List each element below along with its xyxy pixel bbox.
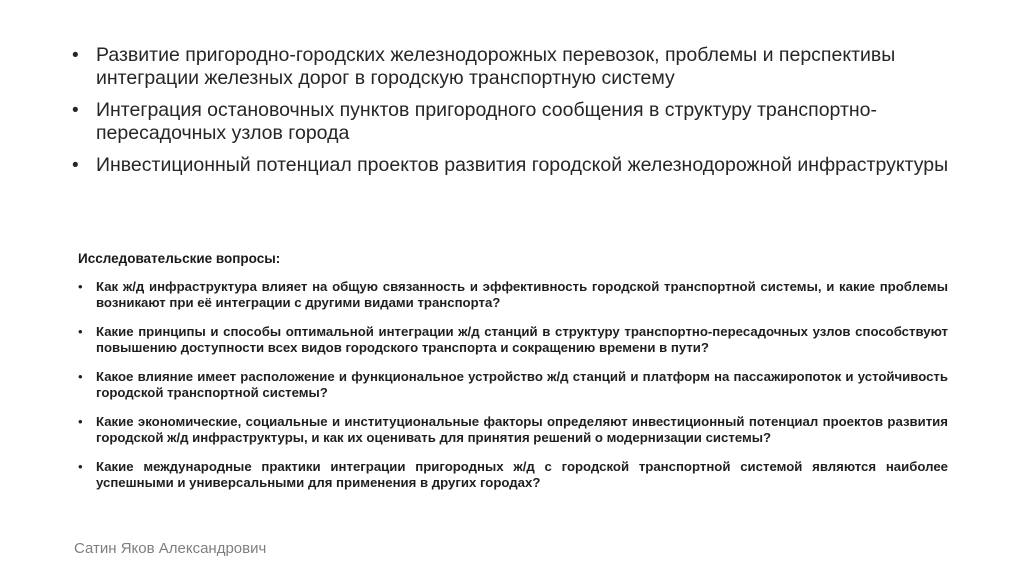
topic-text: Развитие пригородно-городских железнодорожных перевозок, проблемы и перспективы интеграции железных дорог в городскую транспортную систему bbox=[96, 44, 896, 89]
question-text: Какое влияние имеет расположение и функциональное устройство ж/д станций и платформ на пассажиропоток и устойчивость городской транспортной системы? bbox=[96, 369, 948, 400]
bullet: • bbox=[78, 414, 83, 429]
question-item bbox=[78, 279, 948, 311]
bullet: • bbox=[72, 155, 79, 176]
question-item bbox=[78, 414, 948, 446]
question-text: Какие международные практики интеграции пригородных ж/д с городской транспортной системой являются наиболее успешными и универсальными для применения в других городах? bbox=[96, 459, 948, 490]
topic-item bbox=[72, 154, 952, 177]
topic-text: Интеграция остановочных пунктов пригородного сообщения в структуру транспортно-пересадочных узлов города bbox=[96, 99, 877, 144]
question-item bbox=[78, 369, 948, 401]
bullet: • bbox=[78, 369, 83, 384]
author-name: Сатин Яков Александрович bbox=[74, 540, 267, 557]
topic-text: Инвестиционный потенциал проектов развития городской железнодорожной инфраструктуры bbox=[96, 154, 949, 176]
bullet: • bbox=[78, 324, 83, 339]
question-text: Какие экономические, социальные и институциональные факторы определяют инвестиционный потенциал проектов развития городской ж/д инфраструктуры, и как их оценивать для принятия решений о модернизации системы? bbox=[96, 414, 948, 445]
research-questions-heading: Исследовательские вопросы: bbox=[78, 251, 281, 266]
topic-item bbox=[72, 44, 952, 90]
question-item bbox=[78, 459, 948, 491]
topic-item bbox=[72, 99, 952, 145]
question-text: Какие принципы и способы оптимальной интеграции ж/д станций в структуру транспортно-пересадочных узлов способствуют повышению доступности всех видов городского транспорта и сокращению времени в пути? bbox=[96, 324, 948, 355]
topics-list bbox=[72, 44, 952, 186]
bullet: • bbox=[72, 45, 79, 66]
bullet: • bbox=[78, 279, 83, 294]
question-text: Как ж/д инфраструктура влияет на общую связанность и эффективность городской транспортной системы, и какие проблемы возникают при её интеграции с другими видами транспорта? bbox=[96, 279, 948, 310]
research-questions-list bbox=[78, 279, 948, 504]
question-item bbox=[78, 324, 948, 356]
bullet: • bbox=[72, 100, 79, 121]
bullet: • bbox=[78, 459, 83, 474]
